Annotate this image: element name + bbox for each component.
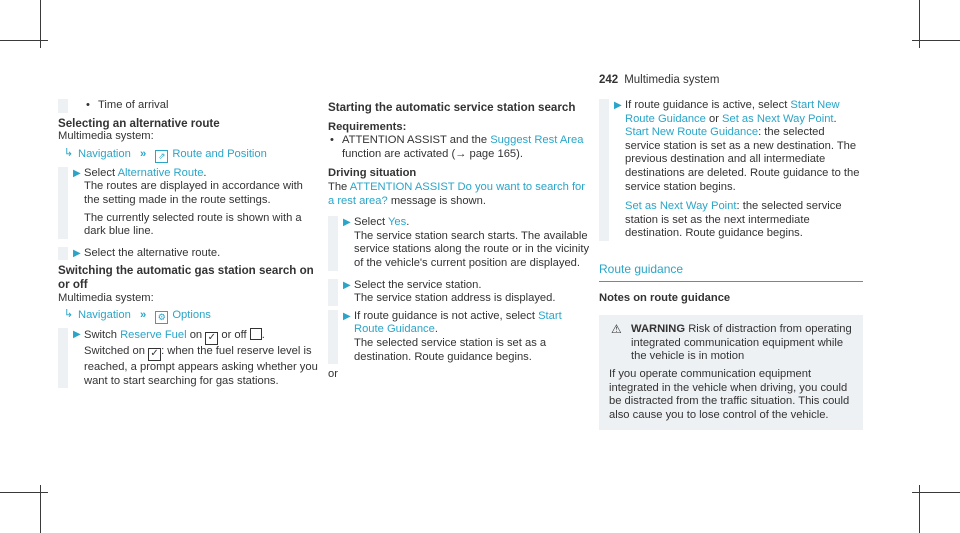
step: ▶ If route guidance is active, select Start New Route Guidance or Set as Next Way Point. Start New Route Guidance: the selected service station is set as a new destination. The previous destination and all intermediate destinations are deleted. Route guidance to the service station begins. Set as Next Way Point: the selected service station is set as the next intermediate destination. Route guidance begins. (599, 99, 863, 241)
step: ▶ Select the service station. The service station address is displayed. (328, 279, 594, 306)
chevron-right-icon: » (139, 309, 147, 322)
chevron-right-icon: » (139, 147, 147, 160)
step-arrow-icon: ▶ (343, 310, 351, 322)
page-title: Multimedia system (624, 74, 720, 86)
step: ▶ Select Alternative Route. The routes are displayed in accordance with the setting made in the route settings. The currently selected route is shown with a dark blue line. (58, 167, 318, 239)
step: ▶ Select the alternative route. (58, 247, 318, 261)
step-arrow-icon: ▶ (614, 100, 622, 111)
step-arrow-icon: ▶ (73, 247, 81, 259)
column-right (599, 99, 863, 430)
step: ▶ If route guidance is not active, select Start Route Guidance. The selected service station is set as a destination. Route guidance begins. (328, 310, 594, 364)
checkbox-checked-icon: ✓ (148, 348, 161, 361)
warning-box: ⚠ WARNING Risk of distraction from operating integrated communication equipment while the vehicle is in motion If you operate communication equipment integrated in the vehicle when driving, you could be distracted from the traffic situation. This could also cause you to lose control of the vehicle. (599, 315, 863, 430)
checkbox-empty-icon (250, 328, 262, 340)
column-left: • Time of arrival Selecting an alternative route Multimedia system: ↳ Navigation » ⇗ Route and Position ▶ Select Alternative Route. The routes are displayed in accordance with the setting made in the route settings. The currently selected route is shown with a dark blue line. ▶ Select the alternative route. Switching the automatic gas station search on or off Multimedia system: ↳ Navigation » ⚙ Options ▶ Switch Reserve Fuel on ✓ or off . Switched on ✓ : when the fuel reserve level is reached, a prompt appears asking whether you want to start searching for gas stations. (58, 99, 318, 392)
crop-mark (0, 40, 48, 41)
gear-icon: ⚙ (155, 311, 168, 324)
subheading-notes: Notes on route guidance (599, 291, 731, 304)
heading-alternative-route: Selecting an alternative route (58, 116, 220, 130)
crop-mark (912, 40, 960, 41)
page-header (599, 74, 719, 88)
column-middle: Starting the automatic service station search Requirements: • ATTENTION ASSIST and the Suggest Rest Area function are activated (→ page 165). Driving situation The ATTENTION ASSIST Do you want to search for a rest area? message is shown. ▶ Select Yes. The service station search starts. The available service stations along the route or in the vicinity of the vehicle's current position are displayed. ▶ Select the service station. The service station address is displayed. ▶ If route guidance is not active, select Start Route Guidance. The selected service station is set as a destination. Route guidance begins. or (328, 99, 594, 386)
step-arrow-icon: ▶ (73, 329, 81, 341)
page-number: 242 (599, 74, 619, 86)
menu-path: ↳ Navigation » ⚙ Options (64, 308, 211, 323)
section-title: Route guidance (599, 263, 863, 282)
route-icon: ⇗ (155, 150, 168, 163)
step: ▶ Select Yes. The service station search starts. The available service stations along the route or in the vicinity of the vehicle's current position are displayed. (328, 216, 594, 270)
menu-path: ↳ Navigation » ⇗ Route and Position (64, 146, 267, 161)
checkbox-checked-icon: ✓ (205, 332, 218, 345)
heading-gas-search: Switching the automatic gas station search on or off (58, 264, 314, 291)
step-arrow-icon: ▶ (343, 279, 351, 291)
list-item: • ATTENTION ASSIST and the Suggest Rest Area function are activated (→ page 165). (328, 134, 594, 161)
list-item: • Time of arrival (58, 99, 318, 113)
path-arrow-icon: ↳ (64, 308, 74, 321)
step: ▶ Switch Reserve Fuel on ✓ or off . Switched on ✓ : when the fuel reserve level is reached, a prompt appears asking whether you want to start searching for gas stations. (58, 328, 318, 388)
step-arrow-icon: ▶ (343, 217, 351, 229)
crop-mark (912, 492, 960, 493)
step-arrow-icon: ▶ (73, 167, 81, 179)
path-arrow-icon: ↳ (64, 146, 74, 159)
crop-mark (0, 492, 48, 493)
warning-icon: ⚠ (611, 322, 622, 337)
heading-service-station: Starting the automatic service station search (328, 101, 576, 114)
